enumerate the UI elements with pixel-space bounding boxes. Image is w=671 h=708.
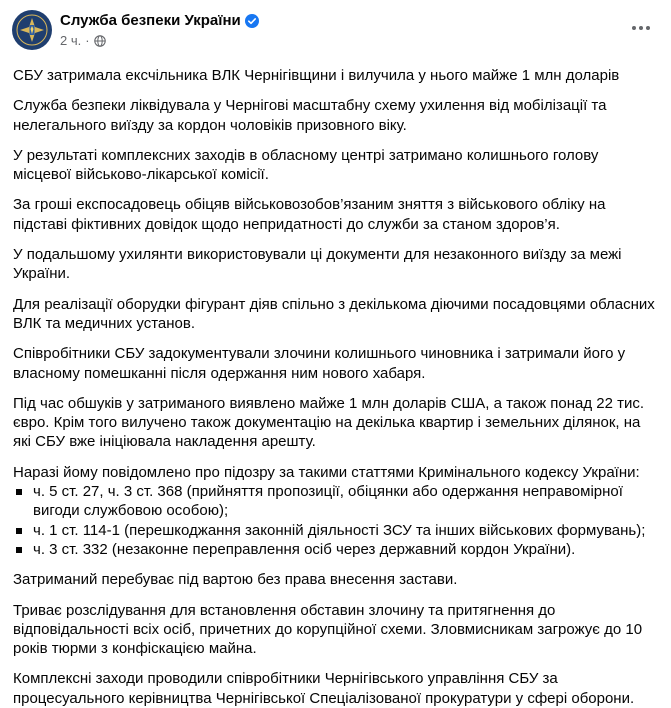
paragraph: У подальшому ухилянти використовували ці документи для незаконного виїзду за межі України. [13, 246, 622, 283]
paragraph: Служба безпеки ліквідувала у Чернігові масштабну схему ухилення від мобілізації та нелегального виїзду за кордон чоловіків призовного віку. [13, 97, 607, 134]
charges-block [13, 463, 655, 559]
more-options-icon [632, 26, 636, 30]
post-meta [60, 11, 259, 49]
list-item: ч. 5 ст. 27, ч. 3 ст. 368 (прийняття пропозиції, обіцянки або одержання неправомірної вигоди службовою особою); [13, 482, 655, 521]
paragraph: У результаті комплексних заходів в обласному центрі затримано колишнього голову місцевої військово-лікарської комісії. [13, 146, 599, 184]
post-text [12, 66, 655, 708]
globe-icon[interactable] [94, 35, 106, 47]
name-row [60, 11, 259, 31]
page-name[interactable]: Служба безпеки України [60, 12, 241, 29]
sbu-emblem-icon [14, 12, 50, 48]
post-title: СБУ затримала ексчільника ВЛК Чернігівщини і вилучила у нього майже 1 млн доларів [13, 67, 620, 84]
post-subline [60, 33, 259, 49]
paragraph: За гроші експосадовець обіцяв військовозобов’язаним зняття з військового обліку на підставі фіктивних довідок щодо непридатності до служби за станом здоров’я. [13, 196, 606, 233]
list-item: ч. 1 ст. 114-1 (перешкоджання законній діяльності ЗСУ та інших військових формувань); [13, 521, 655, 540]
paragraph: Триває розслідування для встановлення обставин злочину та притягнення до відповідальності всіх осіб, причетних до корупційної схеми. Зловмисникам загрожує до 10 років тюрми з конфіскацією майна. [13, 601, 643, 658]
charges-intro: Наразі йому повідомлено про підозру за такими статтями Кримінального кодексу України: [13, 463, 640, 481]
charges-list [13, 482, 655, 559]
more-options-button[interactable] [627, 14, 655, 42]
paragraph: Затриманий перебуває під вартою без права внесення застави. [13, 571, 458, 589]
paragraph: Співробітники СБУ задокументували злочини колишнього чиновника і затримали його у власному помешканні після одержання ним нового хабаря. [13, 345, 626, 382]
post-timestamp[interactable]: 2 ч. [60, 33, 82, 48]
list-item: ч. 3 ст. 332 (незаконне переправлення осіб через державний кордон України). [13, 540, 655, 559]
verified-badge-icon [245, 14, 259, 28]
avatar[interactable] [12, 10, 52, 50]
paragraph: Для реалізації оборудки фігурант діяв спільно з декількома діючими посадовцями обласних ВЛК та медичних установ. [13, 295, 655, 332]
paragraph: Під час обшуків у затриманого виявлено майже 1 млн доларів США, а також понад 22 тис. євро. Крім того вилучено також документацію на декілька квартир і земельних ділянок, на які СБУ вже ініціювала накладення арешту. [13, 394, 645, 451]
post-header [12, 8, 655, 52]
paragraph: Комплексні заходи проводили співробітники Чернігівського управління СБУ за процесуального керівництва Чернігівської Спеціалізованої прокуратури у сфері оборони. [13, 670, 635, 707]
separator-dot: · [85, 33, 90, 48]
